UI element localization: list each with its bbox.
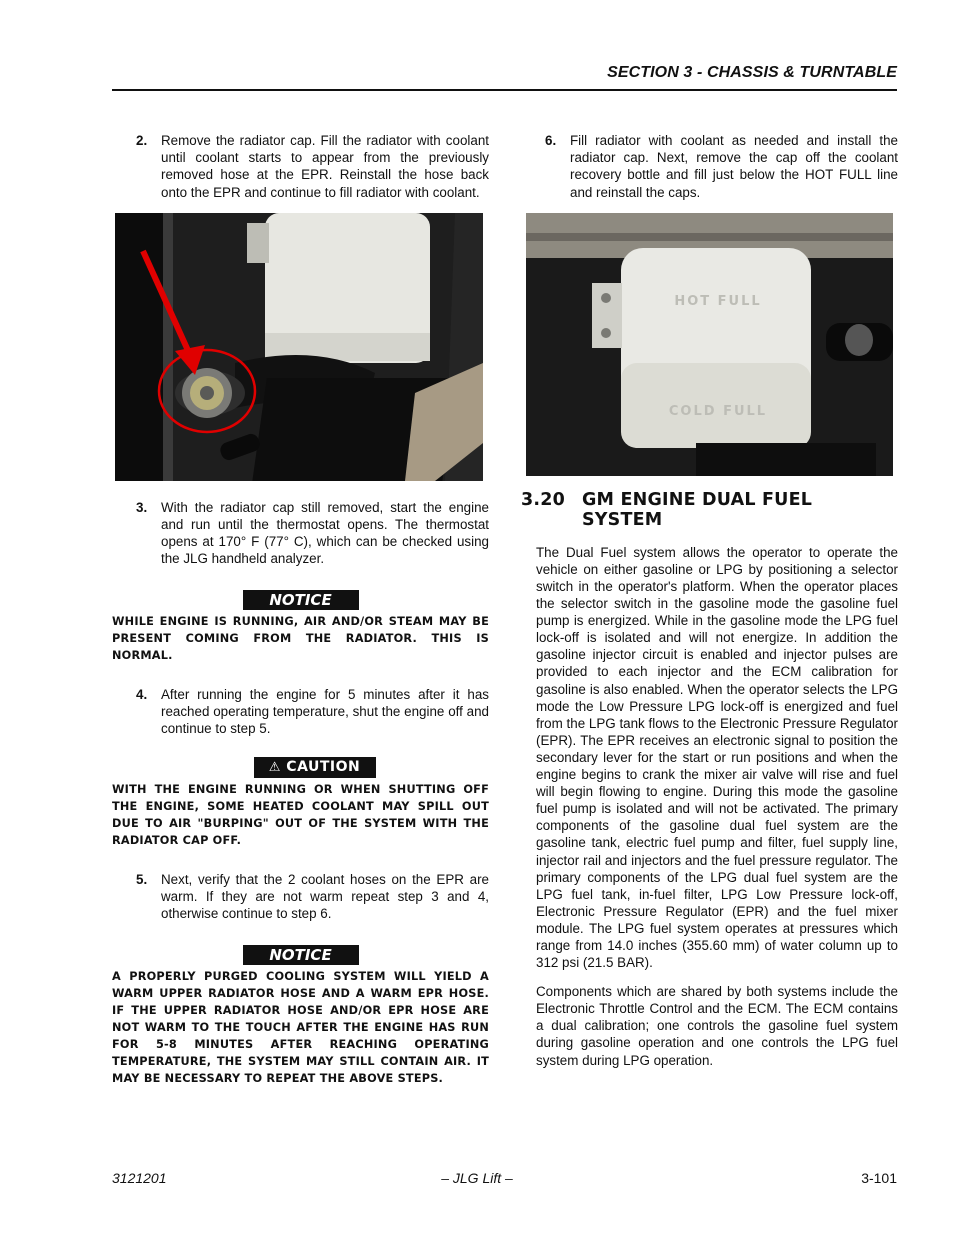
step-text: Next, verify that the 2 coolant hoses on the EPR are warm. If they are not warm repeat step 3 and 4, otherwise continue to step 6. [161,871,489,922]
notice-text-2: A PROPERLY PURGED COOLING SYSTEM WILL YIELD A WARM UPPER RADIATOR HOSE AND A WARM EPR HOSE. IF THE UPPER RADIATOR HOSE AND/OR EPR HOSE ARE NOT WARM TO THE TOUCH AFTER THE ENGINE HAS RUN FOR 5-8 MINUTES AFTER REACHING OPERATING TEMPERATURE, THE SYSTEM MAY STILL CONTAIN AIR. IT MAY BE NECESSARY TO REPEAT THE ABOVE STEPS. [112,969,489,1086]
hot-full-label: HOT FULL [674,293,762,309]
step-text: Fill radiator with coolant as needed and install the radiator cap. Next, remove the cap off the coolant recovery bottle and fill just below the HOT FULL line and reinstall the caps. [570,133,898,200]
section-title: GM ENGINE DUAL FUEL SYSTEM [581,489,813,530]
step-number: 2. [136,133,148,148]
step-text: Remove the radiator cap. Fill the radiator with coolant until coolant starts to appear from the previously removed hose at the EPR. Reinstall the hose back onto the EPR and continue to fill radiator with coolant. [161,133,489,200]
radiator-cap-photo [115,213,483,481]
step-number: 5. [136,871,148,887]
notice-badge: NOTICE [243,590,359,610]
step-text: With the radiator cap still removed, start the engine and run until the thermostat opens. The thermostat opens at 170° F (77° C), which can be checked using the JLG handheld analyzer. [161,499,489,567]
section-heading [521,490,898,530]
left-column [112,132,489,1087]
step-2 [112,132,489,201]
caution-label: CAUTION [286,758,361,775]
notice-block-1 [112,590,489,610]
warning-triangle-icon: ⚠ [268,759,281,775]
notice-text-1: WHILE ENGINE IS RUNNING, AIR AND/OR STEAM MAY BE PRESENT COMING FROM THE RADIATOR. THIS IS NORMAL. [112,614,489,662]
radiator-cap-photo-image [115,213,483,481]
footer-doc-number: 3121201 [112,1170,167,1186]
coolant-bottle-photo [526,213,893,476]
footer-center-title: – JLG Lift – [441,1170,513,1186]
section-number: 3.20 [521,489,565,510]
step-5 [112,871,489,923]
caution-text: WITH THE ENGINE RUNNING OR WHEN SHUTTING OFF THE ENGINE, SOME HEATED COOLANT MAY SPILL OUT DUE TO AIR "BURPING" OUT OF THE SYSTEM WITH THE RADIATOR CAP OFF. [112,782,489,847]
right-column [521,132,898,1069]
footer-page-number: 3-101 [861,1170,897,1186]
step-text: After running the engine for 5 minutes after it has reached operating temperature, shut the engine off and continue to step 5. [161,686,489,737]
section-header-title: SECTION 3 - CHASSIS & TURNTABLE [607,64,897,81]
step-4 [112,686,489,738]
paragraph-shared-components: Components which are shared by both systems include the Electronic Throttle Control and the ECM. The ECM contains a dual calibration; one controls the gasoline fuel system during gasoline operation and one controls the LPG fuel system during LPG operation. [536,984,898,1068]
notice-badge: NOTICE [243,945,359,965]
caution-block [140,757,489,778]
paragraph-dual-fuel: The Dual Fuel system allows the operator to operate the vehicle on either gasoline or LPG by positioning a selector switch in the operator's platform. When the operator places the selector switch in the gasoline mode the gasoline fuel pump is energized. While in the gasoline mode the LPG fuel lock-off is isolated and will not energize. In addition the gasoline injector circuit is enabled and injector pulses are provided to each injector and the ECM calibration for gasoline is also enabled. When the operator selects the LPG mode the Low Pressure LPG lock-off is energized and fuel from the LPG tank flows to the Electronic Pressure Regulator (EPR). The EPR receives an electronic signal to position the secondary lever for the start or run positions and when the engine begins to crank the mixer air valve will rise and fuel will begin flowing to engine. During this mode the gasoline fuel pump is isolated and will not be activated. The primary components of the gasoline dual fuel system are the gasoline tank, electric fuel pump and filter, fuel supply line, injector rail and injectors and the fuel pressure regulator. The primary components of the LPG dual fuel system are the LPG fuel tank, in-fuel filter, LPG Low Pressure lock-off, Electronic Pressure Regulator (EPR) and the fuel mixer module. The LPG fuel system operates at pressures which range from 14.0 inches (355.60 mm) of water column up to 312 psi (21.5 BAR). [536,544,898,971]
caution-badge [254,757,376,778]
step-6 [521,132,898,201]
step-number: 3. [136,499,148,515]
step-number: 6. [545,133,557,148]
header-rule [112,89,897,91]
coolant-bottle-photo-image [526,213,893,476]
step-number: 4. [136,686,148,702]
cold-full-label: COLD FULL [668,403,768,419]
notice-block-2 [112,945,489,965]
step-3 [112,499,489,568]
